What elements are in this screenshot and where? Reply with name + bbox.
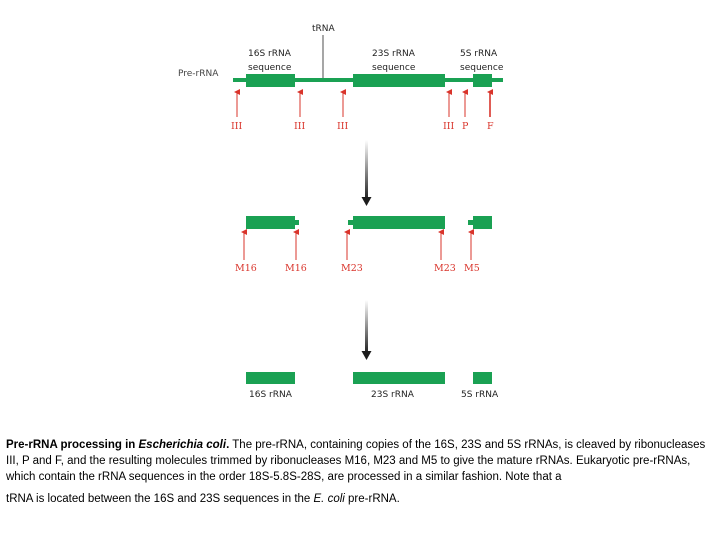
mature-5s-block	[473, 372, 492, 384]
5s-sequence-label: 5S rRNA	[460, 49, 498, 59]
pre-rrna-label: Pre-rRNA	[178, 69, 219, 79]
enzyme-label-iii: III	[231, 121, 243, 132]
enzyme-label-m23: M23	[434, 263, 456, 274]
flow-arrow-shaft	[365, 300, 368, 354]
23s-intermediate	[353, 216, 445, 229]
enzyme-label-f: F	[487, 121, 494, 132]
enzyme-label-m16: M16	[235, 263, 257, 274]
trna-label: tRNA	[312, 24, 335, 34]
5s-intermediate-lead	[468, 220, 473, 225]
23s-block	[353, 74, 445, 87]
mature-16s-block	[246, 372, 295, 384]
23s-sequence-sublabel: sequence	[372, 63, 416, 73]
figure-caption	[6, 437, 714, 507]
caption-species: Escherichia coli	[138, 439, 227, 451]
5s-intermediate	[473, 216, 492, 229]
16s-intermediate-tail	[295, 220, 299, 225]
flow-arrow-head	[362, 351, 372, 360]
enzyme-label-m16: M16	[285, 263, 307, 274]
16s-sequence-label: 16S rRNA	[248, 49, 291, 59]
caption-body: The pre-rRNA, containing copies of the 16S, 23S and 5S rRNAs, is cleaved by ribonucleases III, P and F, and the resulting molecules trimmed by ribonucleases M16, M23 and M5 to give the mature rRNAs. Eukaryotic pre-rRNAs, which contain the rRNA sequences in the order 18S-5.8S-28S, are processed in a similar fashion. Note that a	[6, 439, 706, 483]
5s-sequence-sublabel: sequence	[460, 63, 504, 73]
enzyme-label-p: P	[462, 121, 469, 132]
caption-title: Pre-rRNA processing in Escherichia coli.	[6, 439, 230, 451]
mature-23s-label: 23S rRNA	[371, 390, 414, 400]
flow-arrow-head	[362, 197, 372, 206]
enzyme-label-m5: M5	[464, 263, 480, 274]
16s-sequence-sublabel: sequence	[248, 63, 292, 73]
mature-5s-label: 5S rRNA	[461, 390, 499, 400]
enzyme-label-iii: III	[443, 121, 455, 132]
5s-block	[473, 74, 492, 87]
caption-tail: tRNA is located between the 16S and 23S sequences in the E. coli pre-rRNA.	[6, 493, 400, 505]
enzyme-label-iii: III	[337, 121, 349, 132]
mature-23s-block	[353, 372, 445, 384]
16s-intermediate	[246, 216, 295, 229]
16s-block	[246, 74, 295, 87]
enzyme-label-iii: III	[294, 121, 306, 132]
mature-16s-label: 16S rRNA	[249, 390, 292, 400]
flow-arrow-shaft	[365, 140, 368, 200]
enzyme-label-m23: M23	[341, 263, 363, 274]
23s-sequence-label: 23S rRNA	[372, 49, 415, 59]
23s-intermediate-lead	[348, 220, 353, 225]
